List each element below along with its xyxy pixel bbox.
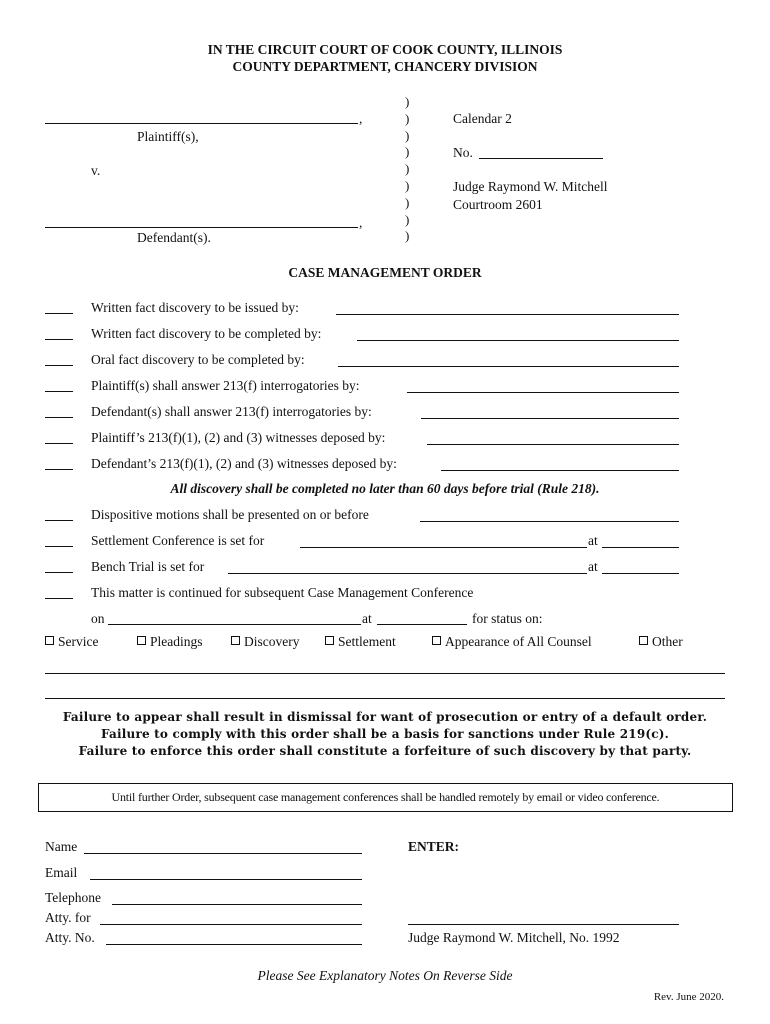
caption-parentheses: ) ) ) ) ) ) ) ) ) — [405, 94, 410, 244]
plaintiff-blank-line[interactable] — [45, 123, 358, 124]
warning-sanctions: Failure to comply with this order shall be a basis for sanctions under Rule 219(c). — [100, 727, 670, 741]
explanatory-notes: Please See Explanatory Notes On Reverse Side — [257, 968, 513, 983]
item-label: Bench Trial is set for — [91, 559, 205, 574]
defendant-comma: , — [359, 215, 363, 230]
date-line[interactable] — [300, 547, 587, 548]
date-line[interactable] — [108, 624, 361, 625]
date-line[interactable] — [407, 392, 679, 393]
item-label: Written fact discovery to be completed by: — [91, 326, 322, 341]
warning-dismissal: Failure to appear shall result in dismissal for want of prosecution or entry of a default order. — [62, 710, 708, 724]
for-status-label: for status on: — [472, 611, 543, 626]
checkbox-line[interactable] — [45, 598, 73, 599]
attorney-for-line[interactable] — [100, 924, 362, 925]
at-label: at — [588, 559, 598, 574]
checkbox-icon[interactable] — [639, 636, 648, 645]
case-number-label: No. — [453, 145, 473, 160]
date-line[interactable] — [338, 366, 679, 367]
case-number-line[interactable] — [479, 158, 603, 159]
plaintiff-comma: , — [359, 111, 363, 126]
checkbox-icon[interactable] — [325, 636, 334, 645]
checkbox-icon[interactable] — [432, 636, 441, 645]
date-line[interactable] — [427, 444, 679, 445]
checkbox-icon[interactable] — [137, 636, 146, 645]
attorney-number-line[interactable] — [106, 944, 362, 945]
checkbox-line[interactable] — [45, 365, 73, 366]
checkbox-line[interactable] — [45, 520, 73, 521]
date-line[interactable] — [420, 521, 679, 522]
status-option-appearance[interactable]: Appearance of All Counsel — [432, 634, 592, 650]
enter-label: ENTER: — [408, 839, 460, 854]
checkbox-icon[interactable] — [231, 636, 240, 645]
item-label: Plaintiff’s 213(f)(1), (2) and (3) witnesses deposed by: — [91, 430, 386, 445]
checkbox-line[interactable] — [45, 339, 73, 340]
checkbox-line[interactable] — [45, 546, 73, 547]
attorney-name-line[interactable] — [84, 853, 362, 854]
item-label: Defendant(s) shall answer 213(f) interrogatories by: — [91, 404, 372, 419]
checkbox-line[interactable] — [45, 572, 73, 573]
item-label: Written fact discovery to be issued by: — [91, 300, 299, 315]
versus-label: v. — [91, 163, 101, 178]
status-option-pleadings[interactable]: Pleadings — [137, 634, 203, 650]
attorney-email-label: Email — [45, 865, 78, 880]
discovery-deadline-notice: All discovery shall be completed no later than 60 days before trial (Rule 218). — [170, 481, 600, 496]
courtroom: Courtroom 2601 — [453, 197, 543, 212]
checkbox-line[interactable] — [45, 313, 73, 314]
calendar-label: Calendar 2 — [453, 111, 512, 126]
item-label: Dispositive motions shall be presented on or before — [91, 507, 369, 522]
item-label: Defendant’s 213(f)(1), (2) and (3) witnesses deposed by: — [91, 456, 397, 471]
item-label: This matter is continued for subsequent Case Management Conference — [91, 585, 474, 600]
order-title: CASE MANAGEMENT ORDER — [288, 265, 482, 280]
judge-signature-line[interactable] — [408, 924, 679, 925]
attorney-telephone-line[interactable] — [112, 904, 362, 905]
checkbox-line[interactable] — [45, 443, 73, 444]
checkbox-icon[interactable] — [45, 636, 54, 645]
remote-conference-notice: Until further Order, subsequent case management conferences shall be handled remotely by email or video conference. — [38, 783, 733, 812]
item-label: Settlement Conference is set for — [91, 533, 265, 548]
time-line[interactable] — [602, 547, 679, 548]
court-name: IN THE CIRCUIT COURT OF COOK COUNTY, ILLINOIS — [207, 42, 563, 57]
status-option-service[interactable]: Service — [45, 634, 98, 650]
attorney-for-label: Atty. for — [45, 910, 91, 925]
other-blank-line-1[interactable] — [45, 673, 725, 674]
item-label: Oral fact discovery to be completed by: — [91, 352, 305, 367]
date-line[interactable] — [228, 573, 587, 574]
time-line[interactable] — [377, 624, 467, 625]
at-label: at — [362, 611, 372, 626]
checkbox-line[interactable] — [45, 391, 73, 392]
date-line[interactable] — [357, 340, 679, 341]
revision-date: Rev. June 2020. — [653, 991, 724, 1003]
attorney-email-line[interactable] — [90, 879, 362, 880]
date-line[interactable] — [336, 314, 679, 315]
time-line[interactable] — [602, 573, 679, 574]
defendant-blank-line[interactable] — [45, 227, 358, 228]
attorney-name-label: Name — [45, 839, 78, 854]
date-line[interactable] — [441, 470, 679, 471]
attorney-number-label: Atty. No. — [45, 930, 95, 945]
at-label: at — [588, 533, 598, 548]
checkbox-line[interactable] — [45, 417, 73, 418]
other-blank-line-2[interactable] — [45, 698, 725, 699]
warning-forfeiture: Failure to enforce this order shall constitute a forfeiture of such discovery by that party. — [78, 744, 692, 758]
status-option-other[interactable]: Other — [639, 634, 683, 650]
item-label: Plaintiff(s) shall answer 213(f) interrogatories by: — [91, 378, 360, 393]
attorney-telephone-label: Telephone — [45, 890, 102, 905]
checkbox-line[interactable] — [45, 469, 73, 470]
plaintiff-label: Plaintiff(s), — [137, 129, 199, 144]
date-line[interactable] — [421, 418, 679, 419]
status-option-settlement[interactable]: Settlement — [325, 634, 396, 650]
judge-name: Judge Raymond W. Mitchell — [453, 179, 608, 194]
department-name: COUNTY DEPARTMENT, CHANCERY DIVISION — [232, 59, 538, 74]
judge-signature-name: Judge Raymond W. Mitchell, No. 1992 — [408, 930, 620, 945]
status-option-discovery[interactable]: Discovery — [231, 634, 299, 650]
defendant-label: Defendant(s). — [137, 230, 211, 245]
on-label: on — [91, 611, 105, 626]
